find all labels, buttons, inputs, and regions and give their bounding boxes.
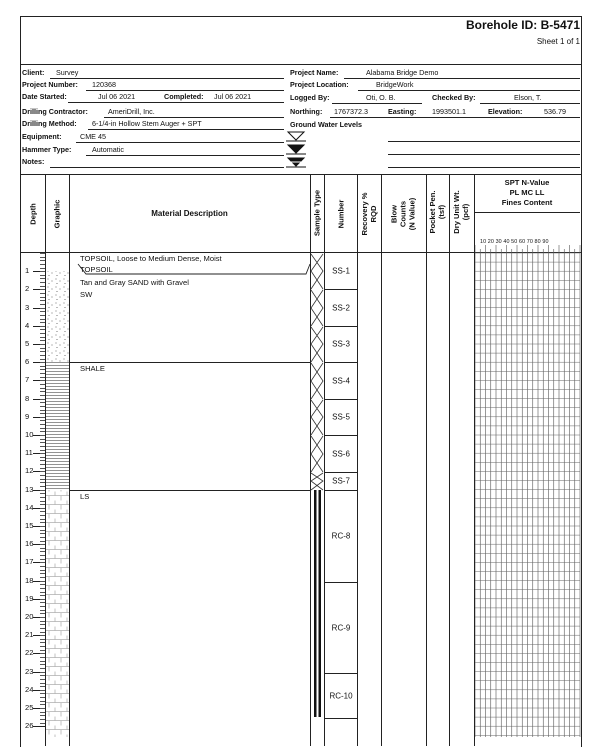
drilling-contractor-value: AmeriDrill, Inc. <box>108 107 155 116</box>
depth-tick-minor <box>40 340 45 341</box>
depth-tick-minor <box>40 551 45 552</box>
date-started-value: Jul 06 2021 <box>98 92 136 101</box>
depth-tick-minor <box>40 493 45 494</box>
depth-tick-minor <box>40 308 45 309</box>
depth-tick-minor <box>40 617 45 618</box>
depth-tick-minor <box>40 628 45 629</box>
depth-tick-minor <box>40 653 45 654</box>
depth-label: 14 <box>25 502 34 512</box>
depth-tick-minor <box>40 446 45 447</box>
depth-tick-minor <box>40 359 45 360</box>
depth-tick-minor <box>40 424 45 425</box>
depth-tick-minor <box>40 508 45 509</box>
depth-label: 17 <box>25 557 34 567</box>
depth-tick-minor <box>40 570 45 571</box>
depth-label: 10 <box>25 430 34 439</box>
elevation-value: 536.79 <box>544 107 566 116</box>
depth-tick-minor <box>40 293 45 294</box>
logged-by-value: Oti, O. B. <box>366 93 396 102</box>
depth-tick-minor <box>40 537 45 538</box>
depth-tick-minor <box>40 282 45 283</box>
depth-tick-minor <box>40 573 45 574</box>
material-ls: LS <box>80 492 90 501</box>
depth-label: 3 <box>25 302 30 312</box>
material-sand-desc: Tan and Gray SAND with Gravel <box>80 278 189 287</box>
sample-divider <box>324 326 357 327</box>
depth-tick-minor <box>40 519 45 520</box>
completed-label: Completed: <box>164 92 204 101</box>
depth-tick-minor <box>40 632 45 633</box>
depth-tick-minor <box>40 460 45 461</box>
spt-scale: 10 20 30 40 50 60 70 80 90 <box>480 239 549 245</box>
equipment-value: CME 45 <box>80 132 106 141</box>
sample-divider <box>324 472 357 473</box>
depth-tick-minor <box>40 369 45 370</box>
depth-tick-minor <box>40 278 45 279</box>
borehole-title: Borehole ID: B-5471 <box>465 18 580 32</box>
depth-tick-minor <box>40 344 45 345</box>
depth-tick-minor <box>40 704 45 705</box>
sample-id: RC-9 <box>331 623 351 633</box>
depth-tick-minor <box>40 588 45 589</box>
material-shale: SHALE <box>80 364 105 373</box>
depth-tick-minor <box>40 511 45 512</box>
ground-water-label: Ground Water Levels <box>290 120 363 129</box>
easting-label: Easting: <box>388 107 417 116</box>
depth-label: 15 <box>25 521 34 530</box>
sample-divider <box>324 490 357 491</box>
depth-tick-minor <box>40 635 45 636</box>
depth-label: 16 <box>25 539 34 549</box>
depth-label: 1 <box>25 266 30 276</box>
hammer-type-label: Hammer Type: <box>22 145 72 154</box>
depth-tick-minor <box>40 504 45 505</box>
col-sample-type: Sample Type <box>312 189 322 237</box>
col-dry-unit-wt: Dry Unit Wt. (pcf) <box>452 190 470 234</box>
depth-tick-minor <box>40 664 45 665</box>
depth-tick-minor <box>40 686 45 687</box>
depth-tick-minor <box>40 333 45 334</box>
depth-tick-minor <box>40 613 45 614</box>
depth-tick-minor <box>40 406 45 407</box>
depth-tick-minor <box>40 675 45 676</box>
col-number: Number <box>336 199 346 229</box>
depth-tick-minor <box>40 639 45 640</box>
depth-tick-minor <box>40 610 45 611</box>
depth-tick-minor <box>40 559 45 560</box>
depth-tick-minor <box>40 268 45 269</box>
depth-tick-minor <box>40 646 45 647</box>
project-location-value: BridgeWork <box>376 80 414 89</box>
depth-tick-minor <box>40 624 45 625</box>
hammer-type-value: Automatic <box>92 145 124 154</box>
depth-tick-minor <box>40 515 45 516</box>
depth-tick-minor <box>40 679 45 680</box>
drilling-method-label: Drilling Method: <box>22 119 77 128</box>
depth-tick-minor <box>40 526 45 527</box>
depth-tick-minor <box>40 486 45 487</box>
sample-divider <box>324 673 357 674</box>
depth-tick-minor <box>40 257 45 258</box>
material-topsoil-desc: TOPSOIL, Loose to Medium Dense, Moist <box>80 254 222 263</box>
depth-tick-minor <box>40 599 45 600</box>
depth-tick-minor <box>40 442 45 443</box>
depth-tick-minor <box>40 319 45 320</box>
depth-tick-minor <box>40 450 45 451</box>
depth-tick-minor <box>40 471 45 472</box>
date-started-label: Date Started: <box>22 92 67 101</box>
depth-tick-minor <box>40 271 45 272</box>
title-divider <box>20 64 582 65</box>
depth-tick-minor <box>40 592 45 593</box>
sample-id: SS-2 <box>332 303 350 313</box>
equipment-label: Equipment: <box>22 132 62 141</box>
elevation-label: Elevation: <box>488 107 523 116</box>
depth-tick-minor <box>40 555 45 556</box>
sample-id: SS-5 <box>332 412 350 422</box>
depth-tick-minor <box>40 712 45 713</box>
notes-label: Notes: <box>22 157 45 166</box>
depth-tick-minor <box>40 548 45 549</box>
sample-divider <box>324 289 357 290</box>
depth-tick-minor <box>40 304 45 305</box>
depth-tick-minor <box>40 366 45 367</box>
col-pocket-pen: Pocket Pen. (tsf) <box>428 190 446 234</box>
sample-id: SS-3 <box>332 339 350 349</box>
depth-tick-minor <box>40 642 45 643</box>
depth-tick-minor <box>40 300 45 301</box>
project-name-value: Alabama Bridge Demo <box>366 68 439 77</box>
depth-tick-minor <box>40 413 45 414</box>
depth-tick-minor <box>40 584 45 585</box>
depth-tick-minor <box>40 690 45 691</box>
easting-value: 1993501.1 <box>432 107 466 116</box>
depth-tick-minor <box>40 388 45 389</box>
client-label: Client: <box>22 68 45 77</box>
northing-value: 1767372.3 <box>334 107 368 116</box>
col-material: Material Description <box>151 209 228 218</box>
sample-id: RC-8 <box>331 531 351 541</box>
depth-tick-minor <box>40 264 45 265</box>
depth-tick-minor <box>40 253 45 254</box>
depth-tick-minor <box>40 668 45 669</box>
material-topsoil-symbol: TOPSOIL <box>80 265 113 274</box>
sample-divider <box>324 362 357 363</box>
depth-label: 5 <box>25 339 30 348</box>
water-level-icon <box>286 131 306 171</box>
depth-tick-minor <box>40 541 45 542</box>
depth-tick-minor <box>40 351 45 352</box>
col-blow-counts: Blow Counts (N Value) <box>389 197 417 231</box>
col-graphic: Graphic <box>52 199 62 229</box>
depth-tick-minor <box>40 464 45 465</box>
drilling-method-value: 6-1/4-in Hollow Stem Auger + SPT <box>92 119 202 128</box>
depth-tick-minor <box>40 606 45 607</box>
spt-grid <box>475 243 581 737</box>
depth-tick-minor <box>40 566 45 567</box>
depth-tick-minor <box>40 697 45 698</box>
depth-tick-minor <box>40 260 45 261</box>
depth-tick-minor <box>40 657 45 658</box>
depth-tick-major <box>33 726 45 727</box>
client-value: Survey <box>56 68 79 77</box>
depth-label: 23 <box>25 666 34 676</box>
depth-label: 9 <box>25 411 30 421</box>
depth-tick-minor <box>40 530 45 531</box>
depth-tick-minor <box>40 362 45 363</box>
sample-id: SS-4 <box>332 376 350 386</box>
depth-tick-minor <box>40 602 45 603</box>
depth-tick-minor <box>40 391 45 392</box>
depth-tick-minor <box>40 329 45 330</box>
depth-label: 13 <box>25 484 34 494</box>
depth-tick-minor <box>40 533 45 534</box>
depth-tick-minor <box>40 501 45 502</box>
sample-divider <box>324 718 357 719</box>
depth-tick-minor <box>40 395 45 396</box>
depth-tick-minor <box>40 297 45 298</box>
depth-tick-minor <box>40 522 45 523</box>
col-recovery: Recovery % RQD <box>360 192 378 236</box>
depth-tick-minor <box>40 348 45 349</box>
col-spt: SPT N-Value PL MC LL Fines Content <box>501 178 553 207</box>
depth-label: 11 <box>25 448 33 458</box>
depth-tick-minor <box>40 581 45 582</box>
northing-label: Northing: <box>290 107 323 116</box>
logged-by-label: Logged By: <box>290 93 330 102</box>
depth-tick-minor <box>40 431 45 432</box>
depth-tick-minor <box>40 482 45 483</box>
depth-label: 21 <box>25 630 34 640</box>
depth-label: 25 <box>25 703 34 712</box>
depth-tick-minor <box>40 715 45 716</box>
checked-by-label: Checked By: <box>432 93 476 102</box>
depth-tick-minor <box>40 621 45 622</box>
depth-tick-minor <box>40 402 45 403</box>
depth-tick-minor <box>40 410 45 411</box>
project-number-label: Project Number: <box>22 80 78 89</box>
depth-tick-minor <box>40 683 45 684</box>
depth-tick-minor <box>40 399 45 400</box>
depth-tick-minor <box>40 661 45 662</box>
depth-tick-minor <box>40 453 45 454</box>
depth-tick-minor <box>40 337 45 338</box>
depth-tick-minor <box>40 286 45 287</box>
depth-tick-minor <box>40 311 45 312</box>
sample-divider <box>324 435 357 436</box>
depth-tick-minor <box>40 479 45 480</box>
project-name-label: Project Name: <box>290 68 339 77</box>
project-number-value: 120368 <box>92 80 116 89</box>
depth-label: 18 <box>25 575 34 585</box>
depth-tick-minor <box>40 577 45 578</box>
checked-by-value: Elson, T. <box>514 93 542 102</box>
depth-label: 7 <box>25 375 30 385</box>
sample-divider <box>324 582 357 583</box>
depth-tick-minor <box>40 490 45 491</box>
depth-tick-minor <box>40 672 45 673</box>
info-divider <box>20 174 582 175</box>
depth-tick-minor <box>40 693 45 694</box>
depth-tick-minor <box>40 326 45 327</box>
depth-label: 4 <box>25 320 30 330</box>
project-location-label: Project Location: <box>290 80 349 89</box>
depth-label: 26 <box>25 721 34 731</box>
depth-tick-minor <box>40 475 45 476</box>
depth-tick-minor <box>40 439 45 440</box>
sample-divider <box>324 399 357 400</box>
depth-label: 6 <box>25 357 30 367</box>
depth-tick-minor <box>40 468 45 469</box>
depth-tick-minor <box>40 544 45 545</box>
depth-tick-minor <box>40 373 45 374</box>
depth-tick-minor <box>40 315 45 316</box>
depth-tick-minor <box>40 562 45 563</box>
sample-id: SS-6 <box>332 449 350 459</box>
completed-value: Jul 06 2021 <box>214 92 252 101</box>
depth-tick-minor <box>40 723 45 724</box>
depth-tick-minor <box>40 420 45 421</box>
depth-label: 20 <box>25 612 34 621</box>
depth-tick-minor <box>40 377 45 378</box>
depth-tick-minor <box>40 595 45 596</box>
sheet-number: Sheet 1 of 1 <box>536 37 580 46</box>
depth-tick-minor <box>40 384 45 385</box>
sample-type-graphics <box>310 253 325 737</box>
depth-tick-minor <box>40 417 45 418</box>
depth-tick-minor <box>40 275 45 276</box>
graphic-log <box>46 253 69 737</box>
sample-id: RC-10 <box>329 691 353 701</box>
depth-tick-minor <box>40 650 45 651</box>
col-depth: Depth <box>28 203 38 225</box>
depth-tick-minor <box>40 497 45 498</box>
depth-tick-minor <box>40 457 45 458</box>
depth-tick-minor <box>40 380 45 381</box>
depth-label: 2 <box>25 284 30 294</box>
depth-label: 24 <box>25 684 34 694</box>
depth-label: 12 <box>25 466 34 476</box>
material-sand-symbol: SW <box>80 290 93 299</box>
depth-tick-minor <box>40 719 45 720</box>
depth-label: 19 <box>25 593 34 603</box>
depth-tick-minor <box>40 701 45 702</box>
depth-tick-minor <box>40 708 45 709</box>
depth-tick-minor <box>40 435 45 436</box>
drilling-contractor-label: Drilling Contractor: <box>22 107 88 116</box>
depth-tick-minor <box>40 322 45 323</box>
sample-id: SS-1 <box>332 266 350 276</box>
depth-tick-minor <box>40 355 45 356</box>
depth-tick-minor <box>40 289 45 290</box>
depth-label: 22 <box>25 648 34 658</box>
sample-id: SS-7 <box>332 476 350 486</box>
depth-tick-minor <box>40 428 45 429</box>
depth-label: 8 <box>25 393 30 403</box>
